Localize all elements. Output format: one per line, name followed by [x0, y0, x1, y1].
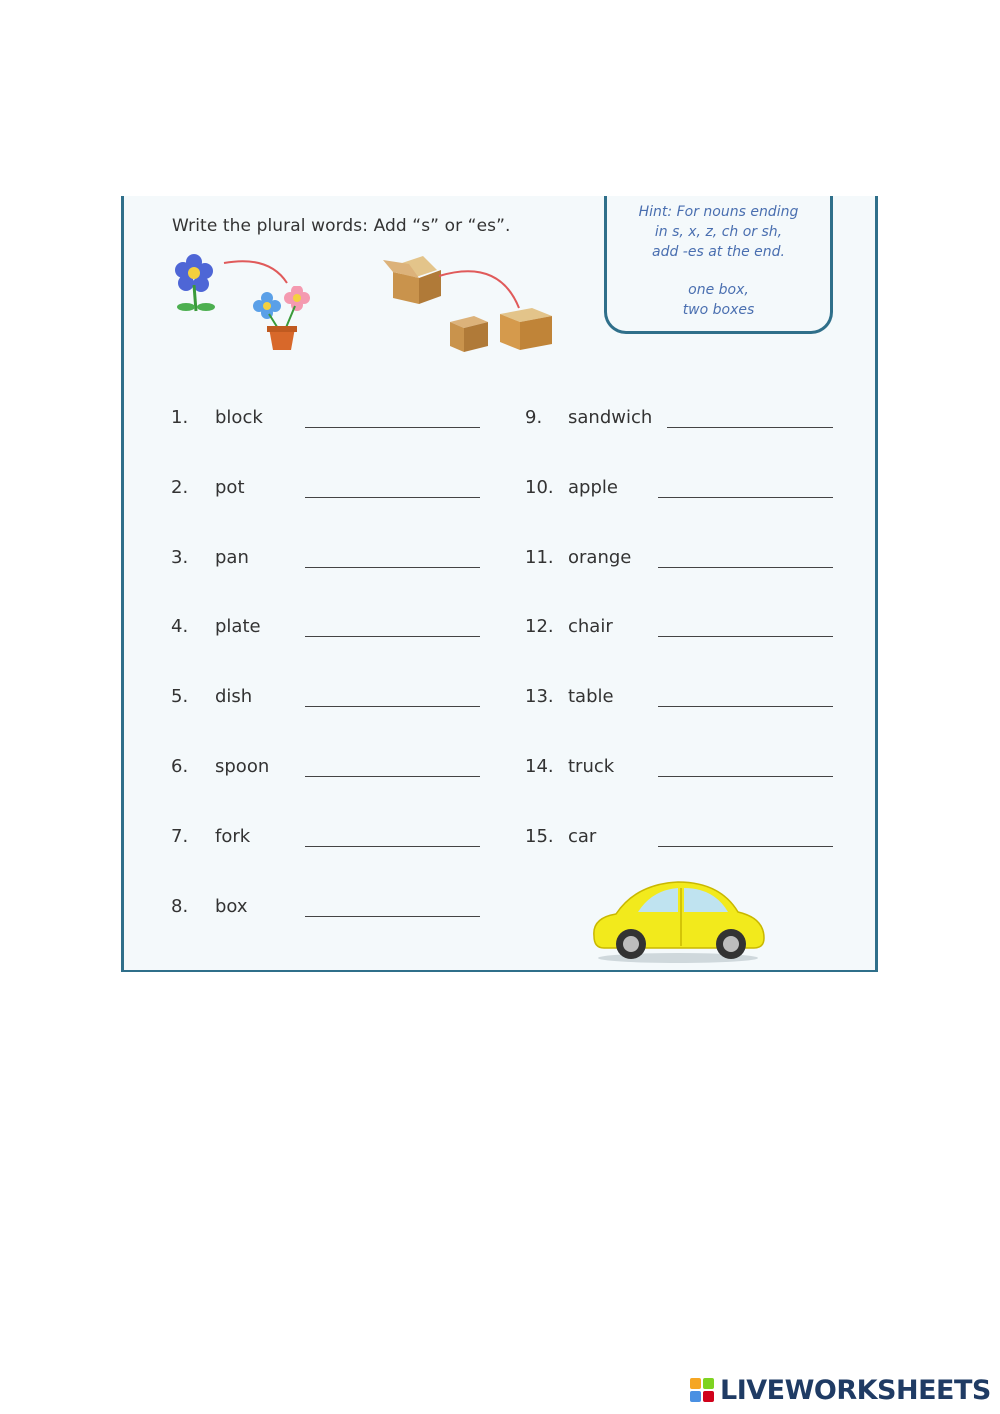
liveworksheets-logo	[690, 1373, 991, 1407]
answer-line[interactable]	[305, 706, 480, 707]
item-number: 11.	[525, 547, 554, 568]
item-number: 8.	[171, 896, 189, 917]
worksheet	[121, 196, 878, 972]
item-number: 10.	[525, 477, 554, 498]
answer-line[interactable]	[658, 706, 833, 707]
boxes-icon	[444, 304, 564, 359]
item-word: box	[215, 896, 248, 917]
item-word: apple	[568, 477, 618, 498]
item-number: 6.	[171, 756, 189, 777]
answer-line[interactable]	[305, 497, 480, 498]
item-word: table	[568, 686, 614, 707]
item-word: chair	[568, 616, 613, 637]
answer-line[interactable]	[667, 427, 833, 428]
item-word: truck	[568, 756, 615, 777]
item-word: plate	[215, 616, 261, 637]
item-number: 3.	[171, 547, 189, 568]
instruction-text: Write the plural words: Add “s” or “es”.	[172, 216, 511, 236]
answer-line[interactable]	[658, 636, 833, 637]
item-number: 13.	[525, 686, 554, 707]
car-icon	[586, 876, 771, 966]
answer-line[interactable]	[305, 776, 480, 777]
answer-line[interactable]	[305, 916, 480, 917]
item-word: sandwich	[568, 407, 653, 428]
item-word: block	[215, 407, 263, 428]
item-number: 2.	[171, 477, 189, 498]
item-word: fork	[215, 826, 251, 847]
item-number: 1.	[171, 407, 189, 428]
answer-line[interactable]	[305, 636, 480, 637]
answer-line[interactable]	[305, 567, 480, 568]
item-number: 12.	[525, 616, 554, 637]
item-number: 4.	[171, 616, 189, 637]
answer-line[interactable]	[305, 427, 480, 428]
item-number: 7.	[171, 826, 189, 847]
logo-text: LIVEWORKSHEETS	[720, 1374, 991, 1406]
item-number: 9.	[525, 407, 543, 428]
hint-line: add -es at the end.	[652, 244, 785, 260]
logo-grid-icon	[690, 1378, 714, 1402]
item-word: spoon	[215, 756, 270, 777]
answer-line[interactable]	[305, 846, 480, 847]
item-number: 5.	[171, 686, 189, 707]
hint-line: Hint: For nouns ending	[638, 204, 799, 220]
hint-line: in s, x, z, ch or sh,	[654, 224, 783, 240]
item-number: 14.	[525, 756, 554, 777]
item-number: 15.	[525, 826, 554, 847]
item-word: pan	[215, 547, 249, 568]
answer-line[interactable]	[658, 776, 833, 777]
answer-line[interactable]	[658, 497, 833, 498]
item-word: orange	[568, 547, 632, 568]
hint-example: two boxes	[682, 302, 755, 318]
item-word: car	[568, 826, 597, 847]
hint-box	[604, 196, 833, 334]
item-word: pot	[215, 477, 245, 498]
answer-line[interactable]	[658, 567, 833, 568]
item-word: dish	[215, 686, 253, 707]
answer-line[interactable]	[658, 846, 833, 847]
flower-pot-icon	[249, 286, 319, 356]
hint-example: one box,	[688, 282, 749, 298]
